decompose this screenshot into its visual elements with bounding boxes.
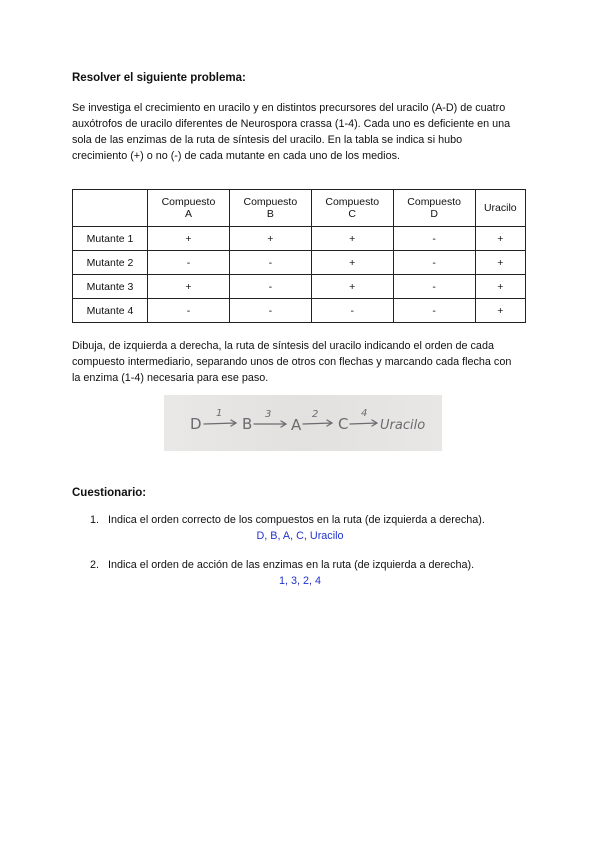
- row-label: Mutante 1: [73, 227, 148, 251]
- pathway-arrow: [350, 420, 377, 426]
- row-label: Mutante 2: [73, 251, 148, 275]
- handwritten-pathway-photo: [164, 395, 442, 451]
- table-header-row: [73, 190, 526, 227]
- table-cell: +: [475, 299, 525, 323]
- table-cell: -: [393, 227, 475, 251]
- question-number: 2.: [90, 559, 100, 571]
- answer-1: D, B, A, C, Uracilo: [256, 530, 344, 542]
- question-text: Indica el orden correcto de los compuestos en la ruta (de izquierda a derecha).: [108, 514, 485, 526]
- question-1: [90, 514, 485, 526]
- table-row: [73, 275, 526, 299]
- row-label: Mutante 3: [73, 275, 148, 299]
- table-cell: +: [311, 275, 393, 299]
- header-compuesto-d: Compuesto D: [393, 190, 475, 227]
- pathway-enzyme-label: 4: [361, 408, 368, 419]
- pathway-node: B: [242, 415, 253, 433]
- pathway-arrow: [303, 420, 332, 426]
- table-row: [73, 227, 526, 251]
- growth-table: [72, 189, 526, 323]
- instruction-paragraph: [72, 338, 532, 386]
- instruction-line: compuesto intermediario, separando unos de otros con flechas y marcando cada flecha con: [72, 356, 512, 368]
- table-corner-cell: [73, 190, 148, 227]
- table-cell: +: [229, 227, 311, 251]
- intro-line: sola de las enzimas de la ruta de síntesis del uracilo. En la tabla se indica si hubo: [72, 134, 463, 146]
- table-cell: +: [311, 251, 393, 275]
- answer-2: 1, 3, 2, 4: [278, 575, 322, 587]
- intro-line: crecimiento (+) o no (-) de cada mutante en cada uno de los medios.: [72, 150, 400, 162]
- intro-line: Se investiga el crecimiento en uracilo y en distintos precursores del uracilo (A-D) de cuatro: [72, 102, 506, 114]
- pathway-enzyme-label: 1: [216, 408, 223, 419]
- table-row: [73, 299, 526, 323]
- table-cell: +: [475, 275, 525, 299]
- table-cell: +: [311, 227, 393, 251]
- header-uracilo: Uracilo: [475, 190, 525, 227]
- question-text: Indica el orden de acción de las enzimas en la ruta (de izquierda a derecha).: [108, 559, 475, 571]
- instruction-line: la enzima (1-4) necesaria para ese paso.: [72, 372, 269, 384]
- pathway-node: Uracilo: [380, 418, 426, 433]
- cuestionario-title: Cuestionario:: [72, 487, 147, 499]
- table-cell: -: [229, 275, 311, 299]
- table-cell: -: [311, 299, 393, 323]
- question-number: 1.: [90, 514, 100, 526]
- header-compuesto-c: Compuesto C: [311, 190, 393, 227]
- instruction-line: Dibuja, de izquierda a derecha, la ruta de síntesis del uracilo indicando el orden de cada: [72, 340, 494, 352]
- table-cell: -: [148, 299, 230, 323]
- table-cell: -: [229, 299, 311, 323]
- intro-paragraph: [72, 100, 532, 164]
- intro-line: auxótrofos de uracilo diferentes de Neurospora crassa (1-4). Cada uno es deficiente en una: [72, 118, 511, 130]
- table-cell: +: [148, 227, 230, 251]
- table-cell: +: [475, 227, 525, 251]
- pathway-enzyme-label: 2: [312, 409, 319, 420]
- pathway-arrow: [204, 420, 236, 426]
- handwritten-pathway-drawing: [164, 395, 442, 451]
- header-compuesto-a: Compuesto A: [148, 190, 230, 227]
- table-cell: -: [393, 299, 475, 323]
- problem-heading: Resolver el siguiente problema:: [72, 72, 246, 84]
- pathway-node: C: [338, 415, 349, 433]
- table-cell: -: [229, 251, 311, 275]
- pathway-arrow: [254, 421, 286, 427]
- table-cell: -: [148, 251, 230, 275]
- table-cell: +: [148, 275, 230, 299]
- pathway-node: D: [190, 415, 202, 433]
- row-label: Mutante 4: [73, 299, 148, 323]
- table-row: [73, 251, 526, 275]
- table-cell: -: [393, 251, 475, 275]
- pathway-node: A: [291, 416, 302, 434]
- pathway-enzyme-label: 3: [265, 409, 272, 420]
- table-cell: -: [393, 275, 475, 299]
- question-2: [90, 559, 474, 571]
- header-compuesto-b: Compuesto B: [229, 190, 311, 227]
- table-cell: +: [475, 251, 525, 275]
